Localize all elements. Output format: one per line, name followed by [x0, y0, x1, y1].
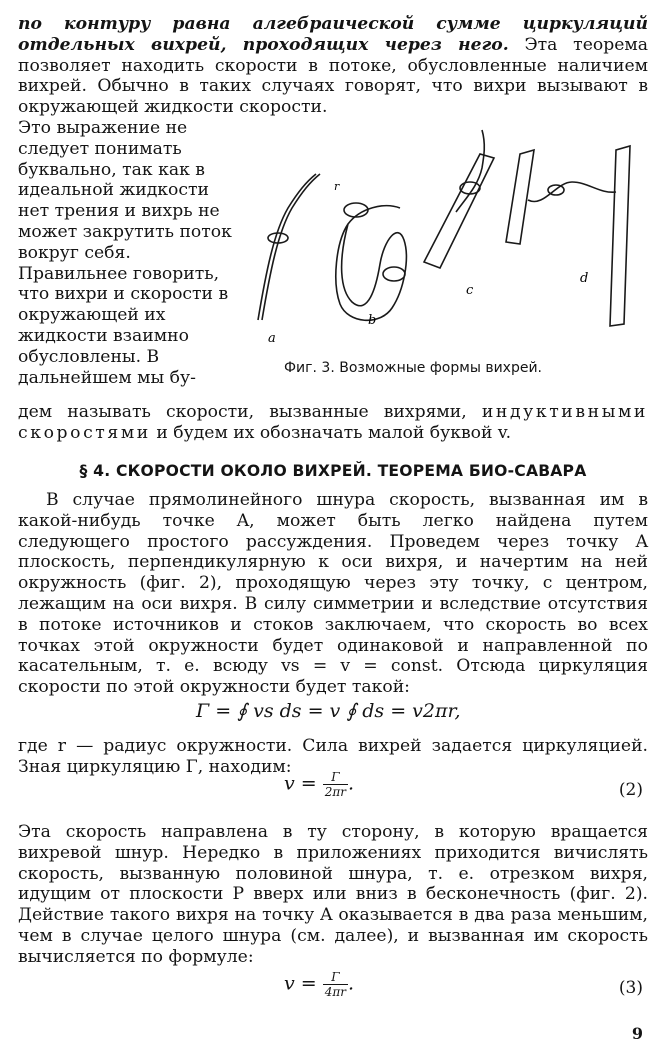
label-d: d	[580, 271, 589, 286]
plate-c	[424, 154, 494, 268]
formula-3-fraction	[323, 970, 348, 999]
formula-2-num: Γ	[323, 770, 348, 785]
formula-3-lhs: v =	[284, 972, 317, 995]
continuation-end: и будем их обозначать малой буквой v.	[150, 422, 512, 443]
vortex-a	[258, 174, 316, 320]
formula-2-fraction	[323, 770, 348, 799]
figure-caption: Фиг. 3. Возможные формы вихрей.	[284, 360, 543, 376]
vortex-c	[456, 130, 484, 212]
paragraph-3: Эта скорость направлена в ту сторону, в которую вращается вихревой шнур. Нередко в приложениях приходится вичислять скорость, вызванную половиной шнура, т. е. отрезком вихря, идущим от плоскости P вверх или вниз в бесконечность (фиг. 2). Действие такого вихря на точку A оказывается в два раза меньшим, чем в случае целого шнура (см. далее), и вызванная им скорость вычисляется по формуле:	[18, 822, 648, 967]
label-a: a	[268, 331, 276, 346]
intro-italic-text: по контуру равна алгебраической сумме циркуляций отдельных вихрей, проходящих через него.	[18, 14, 648, 55]
continuation-paragraph	[18, 402, 648, 444]
formula-3-den: 4πr	[324, 985, 347, 999]
equation-number-2: (2)	[618, 780, 643, 800]
label-c: c	[466, 283, 474, 298]
formula-3-num: Γ	[323, 970, 348, 985]
formula-2-end: .	[348, 772, 355, 795]
vortex-a-edge	[262, 174, 320, 320]
section-heading: § 4. СКОРОСТИ ОКОЛО ВИХРЕЙ. ТЕОРЕМА БИО-САВАРА	[79, 462, 587, 480]
label-b: b	[368, 313, 377, 328]
page-number: 9	[631, 1024, 643, 1043]
continuation-text: дем называть скорости, вызванные вихрями,	[18, 402, 482, 422]
plate-d2	[610, 146, 630, 326]
intro-rest-text: Эта теорема позволяет находить скорости в потоке, обусловленные наличием вихрей. Обычно в таких случаях говорят, что вихри вызывают в окружающей жидкости скорости.	[18, 34, 648, 118]
label-r: r	[334, 180, 340, 193]
vortex-b	[336, 206, 407, 321]
paragraph-1: В случае прямолинейного шнура скорость, вызванная им в какой-нибудь точке A, может быть легко найдена путем следующего простого рассуждения. Проведем через точку A плоскость, перпендикулярную к оси вихря, и начертим на ней окружность (фиг. 2), проходящую через эту точку, с центром, лежащим на оси вихря. В силу симметрии и вследствие отсутствия в потоке источников и стоков заключаем, что скорость во всех точках этой окружности будет одинаковой и направленной по касательным, т. е. всюду vs = v = const. Отсюда циркуляция скорости по этой окружности будет такой:	[18, 490, 648, 698]
vortex-drawings	[244, 112, 648, 352]
formula-circulation: Γ = ∮ vs ds = v ∮ ds = v2πr,	[196, 700, 461, 722]
equation-number-3: (3)	[618, 978, 643, 998]
plate-d1	[506, 150, 534, 244]
intro-paragraph	[18, 14, 648, 118]
formula-3-end: .	[348, 972, 355, 995]
formula-2-den: 2πr	[324, 785, 347, 799]
wrapped-paragraph: Это выражение не следует понимать буквально, так как в идеальной жидкости нет трения и вихрь не может закрутить поток вокруг себя. Правильнее говорить, что вихри и скорости в окружающей их жидкости взаимно обусловлены. В дальнейшем мы бу-	[18, 118, 232, 388]
figure-vortex-forms	[244, 112, 648, 352]
vortex-d	[528, 182, 616, 202]
formula-2-lhs: v =	[284, 772, 317, 795]
circulation-b2	[383, 267, 405, 281]
formula-2	[284, 770, 354, 799]
spaced-term: индуктивными скоростями	[18, 402, 648, 443]
paragraph-2: где r — радиус окружности. Сила вихрей задается циркуляцией. Зная циркуляцию Γ, находим:	[18, 736, 648, 777]
formula-3	[284, 970, 354, 999]
